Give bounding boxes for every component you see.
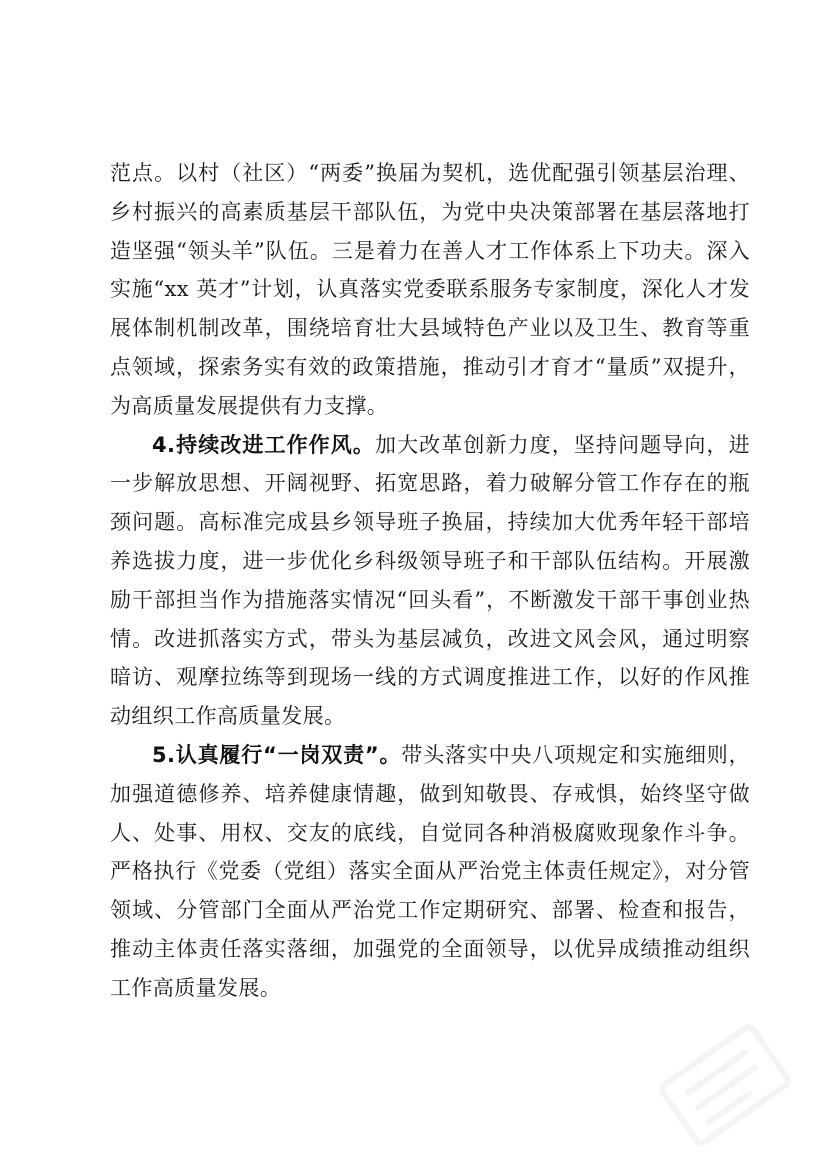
section-4-heading: 4.持续改进工作作风。: [152, 432, 375, 457]
watermark-logo-icon: [640, 1010, 810, 1160]
section-4-body: 加大改革创新力度，坚持问题导向，进一步解放思想、开阔视野、拓宽思路，着力破解分管工作存在的瓶颈问题。高标准完成县乡领导班子换届，持续加大优秀年轻干部培养选拔力度，进一步优化乡科级领导班子和干部队伍结构。开展激励干部担当作为措施落实情况“回头看”，不断激发干部干事创业热情。改进抓落实方式，带头为基层减负，改进文风会风，通过明察暗访、观摩拉练等到现场一线的方式调度推进工作，以好的作风推动组织工作高质量发展。: [110, 432, 750, 729]
continuation-paragraph: 范点。以村（社区）“两委”换届为契机，选优配强引领基层治理、乡村振兴的高素质基层干部队伍，为党中央决策部署在基层落地打造坚强“领头羊”队伍。三是着力在善人才工作体系上下功夫。深入实施“xx 英才”计划，认真落实党委联系服务专家制度，深化人才发展体制机制改革，围绕培育壮大县域特色产业以及卫生、教育等重点领域，探索务实有效的政策措施，推动引才育才“量质”双提升，为高质量发展提供有力支撑。: [110, 161, 750, 418]
section-4-paragraph: [110, 426, 750, 736]
section-5-body: 带头落实中央八项规定和实施细则，加强道德修养、培养健康情趣，做到知敬畏、存戒惧，始终坚守做人、处事、用权、交友的底线，自觉同各种消极腐败现象作斗争。严格执行《党委（党组）落实全面从严治党主体责任规定》，对分管领域、分管部门全面从严治党工作定期研究、部署、检查和报告，推动主体责任落实落细，加强党的全面领导，以优异成绩推动组织工作高质量发展。: [110, 742, 750, 1000]
section-5-paragraph: [110, 736, 750, 1008]
document-body: [110, 154, 750, 1008]
section-5-heading: 5.认真履行“一岗双责”。: [152, 742, 402, 767]
